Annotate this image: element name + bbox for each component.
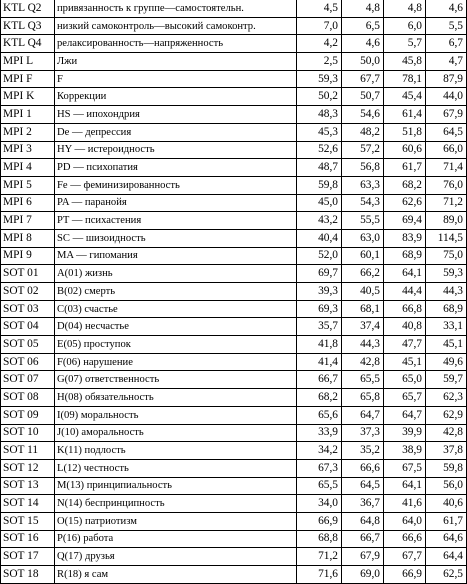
row-value-1: 66,7 [297, 371, 342, 389]
row-scale-name: SC — шизоидность [55, 229, 297, 247]
table-row [1, 159, 467, 177]
row-scale-name: F [55, 70, 297, 88]
row-value-1: 59,8 [297, 176, 342, 194]
row-code: SOT 13 [1, 477, 55, 495]
row-value-4: 64,4 [426, 548, 467, 566]
row-scale-name: Лжи [55, 53, 297, 71]
table-row [1, 566, 467, 584]
row-scale-name: HS — ипохондрия [55, 106, 297, 124]
row-value-3: 66,6 [384, 530, 426, 548]
row-value-3: 66,9 [384, 566, 426, 584]
table-row [1, 212, 467, 230]
row-value-4: 44,0 [426, 88, 467, 106]
row-scale-name: L(12) честность [55, 459, 297, 477]
row-scale-name: HY — истероидность [55, 141, 297, 159]
row-value-1: 71,6 [297, 566, 342, 584]
row-scale-name: I(09) моральность [55, 406, 297, 424]
row-value-1: 52,0 [297, 247, 342, 265]
table-row [1, 406, 467, 424]
row-value-3: 61,7 [384, 159, 426, 177]
row-value-2: 64,7 [342, 406, 384, 424]
row-value-2: 60,1 [342, 247, 384, 265]
row-value-3: 61,4 [384, 106, 426, 124]
table-row [1, 70, 467, 88]
row-value-4: 71,2 [426, 194, 467, 212]
row-scale-name: C(03) счастье [55, 300, 297, 318]
row-value-3: 39,9 [384, 424, 426, 442]
row-code: SOT 15 [1, 512, 55, 530]
row-code: SOT 05 [1, 336, 55, 354]
row-value-3: 69,4 [384, 212, 426, 230]
row-value-3: 62,6 [384, 194, 426, 212]
row-scale-name: привязанность к группе—самостоятельн. [55, 0, 297, 17]
row-scale-name: PA — паранойя [55, 194, 297, 212]
row-code: SOT 16 [1, 530, 55, 548]
row-value-1: 48,3 [297, 106, 342, 124]
table-row [1, 548, 467, 566]
row-code: KTL Q2 [1, 0, 55, 17]
row-value-1: 65,5 [297, 477, 342, 495]
row-value-4: 61,7 [426, 512, 467, 530]
row-scale-name: D(04) несчастье [55, 318, 297, 336]
row-value-2: 56,8 [342, 159, 384, 177]
row-value-2: 65,8 [342, 389, 384, 407]
table-row [1, 495, 467, 513]
table-row [1, 247, 467, 265]
row-value-4: 45,1 [426, 336, 467, 354]
row-value-3: 64,0 [384, 512, 426, 530]
row-value-3: 45,8 [384, 53, 426, 71]
table-row [1, 353, 467, 371]
row-value-1: 41,4 [297, 353, 342, 371]
row-value-1: 69,7 [297, 265, 342, 283]
row-scale-name: PD — психопатия [55, 159, 297, 177]
row-value-1: 69,3 [297, 300, 342, 318]
row-value-3: 68,9 [384, 247, 426, 265]
row-scale-name: R(18) я сам [55, 566, 297, 584]
row-scale-name: G(07) ответственность [55, 371, 297, 389]
row-value-4: 37,8 [426, 442, 467, 460]
row-value-4: 4,6 [426, 0, 467, 17]
row-scale-name: B(02) смерть [55, 283, 297, 301]
row-value-2: 50,7 [342, 88, 384, 106]
row-value-4: 68,9 [426, 300, 467, 318]
row-code: SOT 10 [1, 424, 55, 442]
row-value-4: 87,9 [426, 70, 467, 88]
row-value-4: 4,7 [426, 53, 467, 71]
row-code: KTL Q4 [1, 35, 55, 53]
row-value-4: 64,5 [426, 123, 467, 141]
row-value-2: 54,6 [342, 106, 384, 124]
table-row [1, 0, 467, 17]
row-value-3: 51,8 [384, 123, 426, 141]
row-value-2: 63,3 [342, 176, 384, 194]
row-value-1: 45,3 [297, 123, 342, 141]
row-scale-name: релаксированность—напряженность [55, 35, 297, 53]
row-scale-name: J(10) аморальность [55, 424, 297, 442]
table-row [1, 17, 467, 35]
row-value-3: 83,9 [384, 229, 426, 247]
row-code: SOT 04 [1, 318, 55, 336]
row-value-1: 68,8 [297, 530, 342, 548]
row-code: SOT 14 [1, 495, 55, 513]
row-value-1: 71,2 [297, 548, 342, 566]
table-row [1, 318, 467, 336]
row-value-1: 39,3 [297, 283, 342, 301]
row-scale-name: Fe — феминизированность [55, 176, 297, 194]
row-value-3: 47,7 [384, 336, 426, 354]
row-value-4: 67,9 [426, 106, 467, 124]
table-row [1, 53, 467, 71]
row-value-1: 34,0 [297, 495, 342, 513]
row-scale-name: A(01) жизнь [55, 265, 297, 283]
row-value-2: 4,6 [342, 35, 384, 53]
row-value-4: 62,3 [426, 389, 467, 407]
row-value-1: 59,3 [297, 70, 342, 88]
row-value-4: 49,6 [426, 353, 467, 371]
row-code: MPI 8 [1, 229, 55, 247]
row-scale-name: Коррекции [55, 88, 297, 106]
row-value-1: 43,2 [297, 212, 342, 230]
row-scale-name: низкий самоконтроль—высокий самоконтр. [55, 17, 297, 35]
row-value-3: 40,8 [384, 318, 426, 336]
row-value-1: 40,4 [297, 229, 342, 247]
table-row [1, 123, 467, 141]
table-row [1, 176, 467, 194]
row-value-2: 69,0 [342, 566, 384, 584]
row-value-1: 48,7 [297, 159, 342, 177]
row-value-4: 40,6 [426, 495, 467, 513]
row-scale-name: PT — психастения [55, 212, 297, 230]
row-value-4: 59,7 [426, 371, 467, 389]
row-value-4: 5,5 [426, 17, 467, 35]
row-value-4: 56,0 [426, 477, 467, 495]
row-scale-name: E(05) проступок [55, 336, 297, 354]
row-value-2: 48,2 [342, 123, 384, 141]
row-scale-name: K(11) подлость [55, 442, 297, 460]
row-value-1: 4,5 [297, 0, 342, 17]
row-scale-name: H(08) обязательность [55, 389, 297, 407]
row-value-2: 40,5 [342, 283, 384, 301]
row-value-3: 38,9 [384, 442, 426, 460]
row-value-3: 66,8 [384, 300, 426, 318]
row-code: MPI 3 [1, 141, 55, 159]
row-value-2: 64,5 [342, 477, 384, 495]
row-scale-name: M(13) принципиальность [55, 477, 297, 495]
row-code: MPI F [1, 70, 55, 88]
row-code: MPI 6 [1, 194, 55, 212]
row-code: SOT 18 [1, 566, 55, 584]
row-code: MPI 5 [1, 176, 55, 194]
row-value-2: 44,3 [342, 336, 384, 354]
table-row [1, 106, 467, 124]
row-value-2: 68,1 [342, 300, 384, 318]
row-code: SOT 01 [1, 265, 55, 283]
row-code: SOT 17 [1, 548, 55, 566]
table-row [1, 336, 467, 354]
row-value-4: 71,4 [426, 159, 467, 177]
table-row [1, 283, 467, 301]
row-value-3: 60,6 [384, 141, 426, 159]
row-value-1: 68,2 [297, 389, 342, 407]
table-body [1, 0, 467, 583]
row-value-3: 64,7 [384, 406, 426, 424]
table-row [1, 194, 467, 212]
row-code: SOT 02 [1, 283, 55, 301]
row-scale-name: O(15) патриотизм [55, 512, 297, 530]
row-value-2: 35,2 [342, 442, 384, 460]
table-row [1, 424, 467, 442]
table-row [1, 88, 467, 106]
row-value-3: 5,7 [384, 35, 426, 53]
table-row [1, 265, 467, 283]
row-code: MPI K [1, 88, 55, 106]
row-value-2: 4,8 [342, 0, 384, 17]
row-value-2: 64,8 [342, 512, 384, 530]
row-code: SOT 09 [1, 406, 55, 424]
row-value-4: 62,9 [426, 406, 467, 424]
row-value-3: 67,5 [384, 459, 426, 477]
row-value-3: 64,1 [384, 477, 426, 495]
row-value-2: 65,5 [342, 371, 384, 389]
table-row [1, 389, 467, 407]
row-code: SOT 12 [1, 459, 55, 477]
row-code: SOT 07 [1, 371, 55, 389]
row-value-1: 41,8 [297, 336, 342, 354]
row-value-2: 66,6 [342, 459, 384, 477]
row-value-2: 42,8 [342, 353, 384, 371]
row-value-1: 4,2 [297, 35, 342, 53]
row-value-4: 62,5 [426, 566, 467, 584]
row-value-1: 33,9 [297, 424, 342, 442]
row-value-4: 66,0 [426, 141, 467, 159]
row-scale-name: F(06) нарушение [55, 353, 297, 371]
row-value-3: 44,4 [384, 283, 426, 301]
table-row [1, 477, 467, 495]
row-value-4: 59,8 [426, 459, 467, 477]
row-value-2: 37,3 [342, 424, 384, 442]
row-value-3: 65,7 [384, 389, 426, 407]
table-row [1, 512, 467, 530]
row-value-4: 76,0 [426, 176, 467, 194]
row-value-1: 34,2 [297, 442, 342, 460]
row-value-1: 66,9 [297, 512, 342, 530]
row-value-2: 57,2 [342, 141, 384, 159]
row-value-2: 6,5 [342, 17, 384, 35]
table-row [1, 229, 467, 247]
table-row [1, 35, 467, 53]
row-value-3: 78,1 [384, 70, 426, 88]
row-value-3: 6,0 [384, 17, 426, 35]
row-value-4: 6,7 [426, 35, 467, 53]
row-value-4: 89,0 [426, 212, 467, 230]
table-row [1, 442, 467, 460]
row-code: SOT 08 [1, 389, 55, 407]
table-row [1, 459, 467, 477]
table-row [1, 371, 467, 389]
row-value-1: 35,7 [297, 318, 342, 336]
row-value-2: 37,4 [342, 318, 384, 336]
row-value-2: 50,0 [342, 53, 384, 71]
row-code: MPI 9 [1, 247, 55, 265]
row-value-4: 33,1 [426, 318, 467, 336]
row-code: MPI 1 [1, 106, 55, 124]
row-value-3: 68,2 [384, 176, 426, 194]
row-value-4: 42,8 [426, 424, 467, 442]
row-value-3: 67,7 [384, 548, 426, 566]
row-code: SOT 03 [1, 300, 55, 318]
row-value-3: 65,0 [384, 371, 426, 389]
row-code: SOT 11 [1, 442, 55, 460]
row-value-1: 52,6 [297, 141, 342, 159]
row-code: KTL Q3 [1, 17, 55, 35]
row-value-3: 45,4 [384, 88, 426, 106]
row-scale-name: N(14) беспринципность [55, 495, 297, 513]
row-value-4: 64,6 [426, 530, 467, 548]
row-value-2: 63,0 [342, 229, 384, 247]
row-code: MPI 2 [1, 123, 55, 141]
row-value-2: 67,7 [342, 70, 384, 88]
row-scale-name: Q(17) друзья [55, 548, 297, 566]
row-value-4: 114,5 [426, 229, 467, 247]
row-code: MPI L [1, 53, 55, 71]
row-value-2: 54,3 [342, 194, 384, 212]
row-value-3: 45,1 [384, 353, 426, 371]
row-scale-name: P(16) работа [55, 530, 297, 548]
row-value-4: 44,3 [426, 283, 467, 301]
row-value-3: 41,6 [384, 495, 426, 513]
row-code: MPI 7 [1, 212, 55, 230]
table-row [1, 141, 467, 159]
row-value-1: 50,2 [297, 88, 342, 106]
row-value-2: 66,7 [342, 530, 384, 548]
row-scale-name: De — депрессия [55, 123, 297, 141]
row-value-3: 64,1 [384, 265, 426, 283]
row-value-2: 66,2 [342, 265, 384, 283]
row-value-1: 65,6 [297, 406, 342, 424]
table-row [1, 300, 467, 318]
row-value-4: 59,3 [426, 265, 467, 283]
row-value-4: 75,0 [426, 247, 467, 265]
row-value-1: 45,0 [297, 194, 342, 212]
table-row [1, 530, 467, 548]
row-value-3: 4,8 [384, 0, 426, 17]
row-value-1: 67,3 [297, 459, 342, 477]
row-value-1: 2,5 [297, 53, 342, 71]
row-value-2: 55,5 [342, 212, 384, 230]
row-value-1: 7,0 [297, 17, 342, 35]
row-value-2: 67,9 [342, 548, 384, 566]
row-scale-name: MA — гипомания [55, 247, 297, 265]
row-code: MPI 4 [1, 159, 55, 177]
row-value-2: 36,7 [342, 495, 384, 513]
row-code: SOT 06 [1, 353, 55, 371]
